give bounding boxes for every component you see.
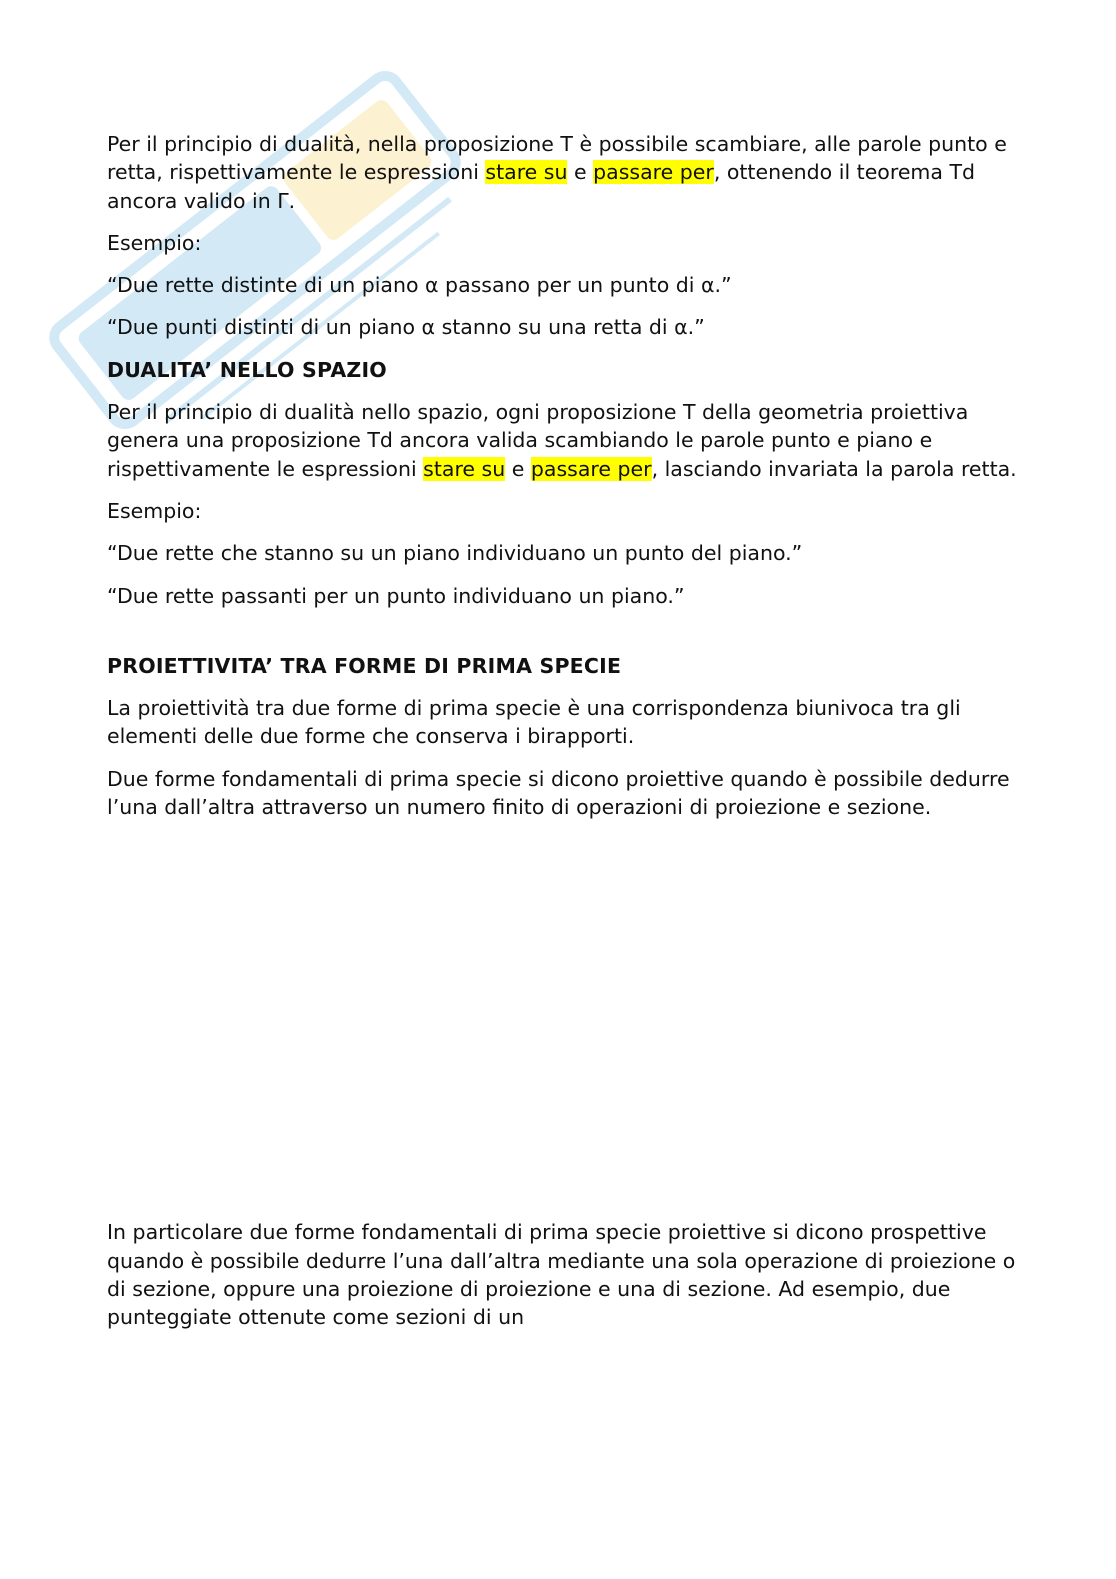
text-run: , lasciando invariata la parola retta. — [651, 456, 1017, 481]
section-heading-projectivity: PROIETTIVITA’ TRA FORME DI PRIMA SPECIE — [107, 653, 622, 678]
highlight-passare-per: passare per — [593, 160, 714, 185]
example-quote: “Due rette distinte di un piano α passano per un punto di α.” — [107, 273, 732, 298]
highlight-stare-su: stare su — [423, 456, 506, 481]
text-run: Per il principio di dualità nello spazio, ogni proposizione T della geometria proiettiva genera una proposizione Td ancora valida scambiando le parole punto e piano e rispettivamente le espressioni — [107, 400, 969, 481]
paragraph-perspective-forms: In particolare due forme fondamentali di prima specie proiettive si dicono prospettive quando è possibile dedurre l’una dall’altra mediante una sola operazione di proiezione o di sezione, oppure una proiezione di proiezione e una di sezione. Ad esempio, due punteggiate ottenute come sezioni di un — [107, 1220, 1016, 1330]
spacer — [107, 835, 1017, 1218]
text-run: e — [505, 456, 531, 481]
example-quote: “Due punti distinti di un piano α stanno su una retta di α.” — [107, 315, 705, 340]
example-quote: “Due rette passanti per un punto individuano un piano.” — [107, 583, 685, 608]
document-body — [107, 130, 1017, 1346]
spacer — [107, 624, 1017, 652]
paragraph-duality-space — [107, 398, 1017, 483]
paragraph-projectivity-definition: La proiettività tra due forme di prima specie è una corrispondenza biunivoca tra gli elementi delle due forme che conserva i birapporti. — [107, 696, 961, 749]
paragraph-projective-forms: Due forme fondamentali di prima specie si dicono proiettive quando è possibile dedurre l’una dall’altra attraverso un numero finito di operazioni di proiezione e sezione. — [107, 766, 1010, 820]
example-label: Esempio: — [107, 230, 202, 255]
text-run: e — [567, 160, 594, 185]
highlight-stare-su: stare su — [485, 160, 568, 185]
paragraph-duality-plane — [107, 130, 1017, 215]
text-run: , ottenendo il teorema Td ancora valido in Γ. — [107, 160, 976, 213]
section-heading-duality-space: DUALITA’ NELLO SPAZIO — [107, 357, 387, 382]
example-quote: “Due rette che stanno su un piano individuano un punto del piano.” — [107, 541, 803, 566]
example-label: Esempio: — [107, 498, 202, 523]
text-run: Per il principio di dualità, nella proposizione T è possibile scambiare, alle parole punto e retta, rispettivamente le espressioni — [107, 132, 1007, 185]
highlight-passare-per: passare per — [530, 456, 652, 481]
